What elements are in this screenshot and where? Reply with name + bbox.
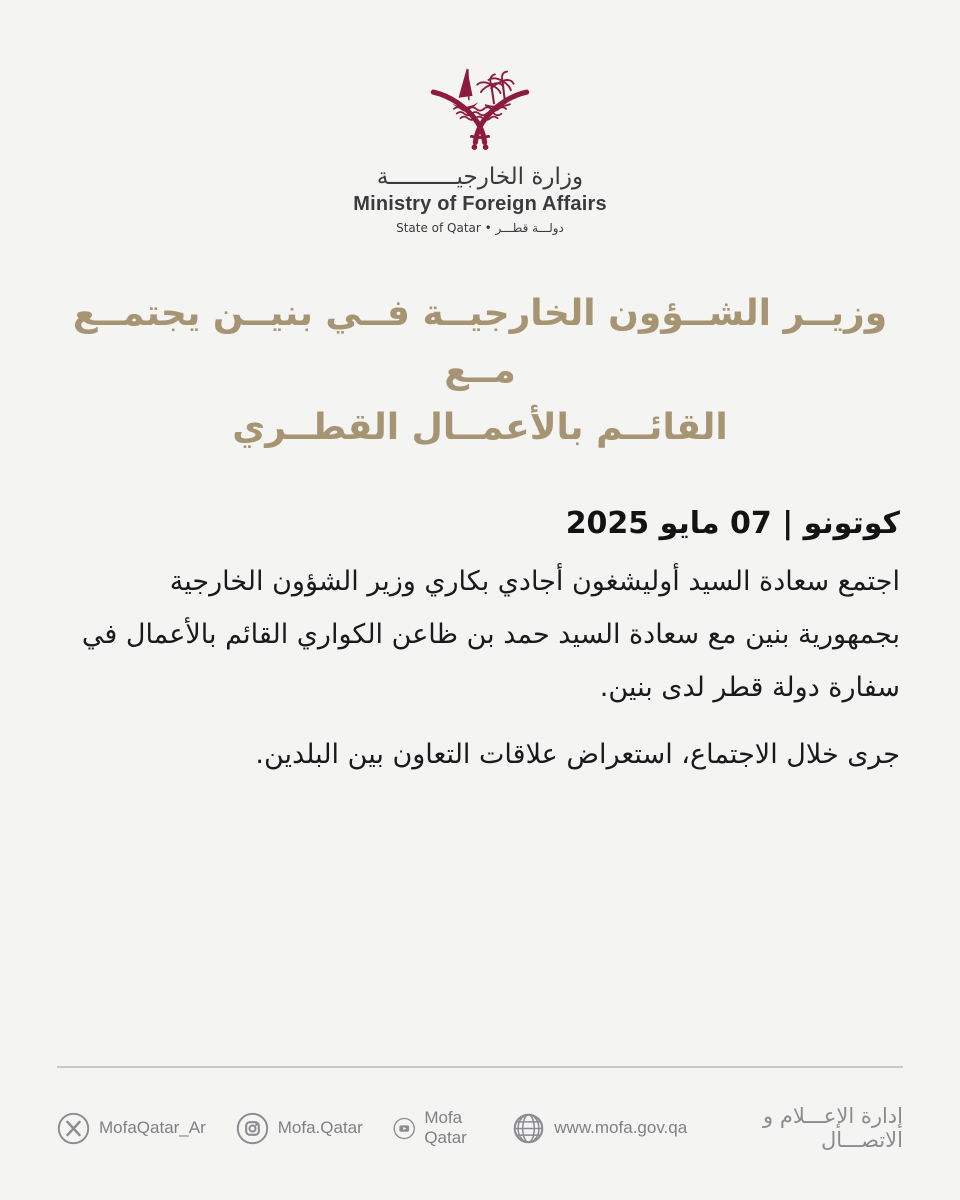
social-youtube-handle: Mofa Qatar xyxy=(424,1108,467,1147)
mofa-logo xyxy=(0,0,960,235)
social-links xyxy=(57,1108,687,1148)
social-instagram[interactable] xyxy=(236,1112,363,1145)
instagram-icon xyxy=(236,1112,269,1145)
social-website-url: www.mofa.gov.qa xyxy=(554,1118,688,1137)
social-x-handle: MofaQatar_Ar xyxy=(99,1118,206,1137)
social-website[interactable] xyxy=(512,1112,687,1145)
footer xyxy=(0,1066,960,1200)
body-paragraph-2: جرى خلال الاجتماع، استعراض علاقات التعاون بين البلدين. xyxy=(255,739,900,770)
globe-icon xyxy=(512,1112,545,1145)
social-x[interactable] xyxy=(57,1112,206,1145)
social-youtube[interactable] xyxy=(393,1108,482,1148)
headline-line2: القائــم بالأعمــال القطــري xyxy=(232,407,728,448)
youtube-icon xyxy=(393,1112,416,1145)
headline xyxy=(40,285,920,456)
logo-arabic-title: وزارة الخارجيــــــــــة xyxy=(376,164,584,190)
body-paragraph-1: اجتمع سعادة السيد أوليشغون أجادي بكاري وزير الشؤون الخارجية بجمهورية بنين مع سعادة السيد حمد بن ظاعن الكواري القائم بالأعمال في سفارة دولة قطر لدى بنين. xyxy=(81,566,900,703)
qatar-emblem-icon xyxy=(424,62,536,154)
logo-tagline: دولـــة قطـــر • State of Qatar xyxy=(396,221,564,235)
x-icon xyxy=(57,1112,90,1145)
department-label: إدارة الإعـــلام و الاتصـــال xyxy=(763,1104,903,1152)
headline-line1: وزيــر الشــؤون الخارجيــة فــي بنيــن يجتمــع مــع xyxy=(72,293,888,391)
dateline: كوتونو | 07 مايو 2025 xyxy=(565,506,900,541)
footer-divider xyxy=(57,1066,903,1068)
social-instagram-handle: Mofa.Qatar xyxy=(277,1118,363,1137)
logo-english-title: Ministry of Foreign Affairs xyxy=(353,193,607,215)
